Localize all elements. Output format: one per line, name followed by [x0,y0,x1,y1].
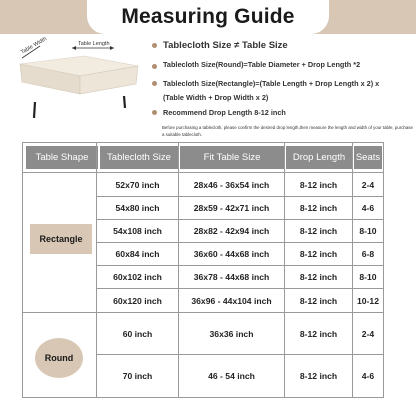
cell-fit-size: 36x36 inch [209,328,254,339]
cell-seats: 2-4 [361,328,375,339]
cell-drop-length: 8-12 inch [299,295,338,306]
cell-tablecloth-size: 52x70 inch [115,179,160,190]
shape-round: Round [35,338,83,378]
cell-drop-length: 8-12 inch [299,272,338,282]
cell-seats: 2-4 [361,179,375,190]
cell-fit-size: 28x82 - 42x94 inch [193,226,270,236]
bullet-round-formula: Tablecloth Size(Round)=Table Diameter + Drop Length *2 [152,60,360,69]
cell-drop-length: 8-12 inch [299,203,338,213]
cell-fit-size: 36x96 - 44x104 inch [191,295,272,306]
table-border-bottom [22,397,384,398]
cell-fit-size: 28x59 - 42x71 inch [193,203,270,213]
table-illustration [6,36,156,122]
cell-drop-length: 8-12 inch [299,371,338,381]
header-fit-table-size: Fit Table Size [180,146,284,169]
header-drop-length: Drop Length [286,146,352,169]
table-width-label: Table Width [20,36,48,56]
table-border-right [383,142,384,398]
bullet-dot-icon [152,64,157,69]
bullet-rectangle-formula: Tablecloth Size(Rectangle)=(Table Length + Drop Length x 2) x (Table Width + Drop Width x 2) [152,77,379,105]
cell-drop-length: 8-12 inch [299,179,338,190]
cell-tablecloth-size: 60x84 inch [115,249,160,259]
cell-drop-length: 8-12 inch [299,328,338,339]
table-border-left [22,142,23,398]
header-table-shape: Table Shape [26,146,98,169]
cell-tablecloth-size: 54x80 inch [115,203,160,213]
cell-tablecloth-size: 60x120 inch [113,295,162,306]
cell-seats: 8-10 [359,272,377,282]
cell-seats: 4-6 [361,371,375,381]
cell-seats: 10-12 [357,295,379,306]
cell-drop-length: 8-12 inch [299,226,338,236]
purchase-note: Before purchasing a tablecloth, please confirm the desired drop length,then measure the length and width of your table, purchase a suitable tablecloth. [162,125,413,137]
cell-tablecloth-size: 60x102 inch [113,272,162,282]
cell-seats: 8-10 [359,226,377,236]
cell-seats: 4-6 [361,203,375,213]
cell-fit-size: 36x60 - 44x68 inch [193,249,270,259]
cell-tablecloth-size: 70 inch [122,371,153,381]
table-length-label: Table Length [78,41,110,47]
cell-drop-length: 8-12 inch [299,249,338,259]
bullet-dot-icon [152,110,157,115]
cell-fit-size: 36x78 - 44x68 inch [193,272,270,282]
shape-rectangle: Rectangle [30,224,92,254]
cell-tablecloth-size: 54x108 inch [113,226,162,236]
size-table [22,142,384,398]
cell-seats: 6-8 [361,249,375,259]
cell-tablecloth-size: 60 inch [122,328,153,339]
bullet-recommend-drop: Recommend Drop Length 8-12 inch [152,108,286,117]
bullet-dot-icon [152,43,157,48]
header-banner [0,0,416,34]
header-tablecloth-size: Tablecloth Size [100,146,178,169]
cell-fit-size: 28x46 - 36x54 inch [193,179,270,190]
bullet-size-not-equal: Tablecloth Size ≠ Table Size [152,40,288,51]
table-border-top [22,142,384,143]
page-title: Measuring Guide [121,5,295,28]
cell-fit-size: 46 - 54 inch [208,371,255,381]
bullet-dot-icon [152,81,157,86]
title-pill [87,0,329,34]
header-seats: Seats [354,146,382,169]
